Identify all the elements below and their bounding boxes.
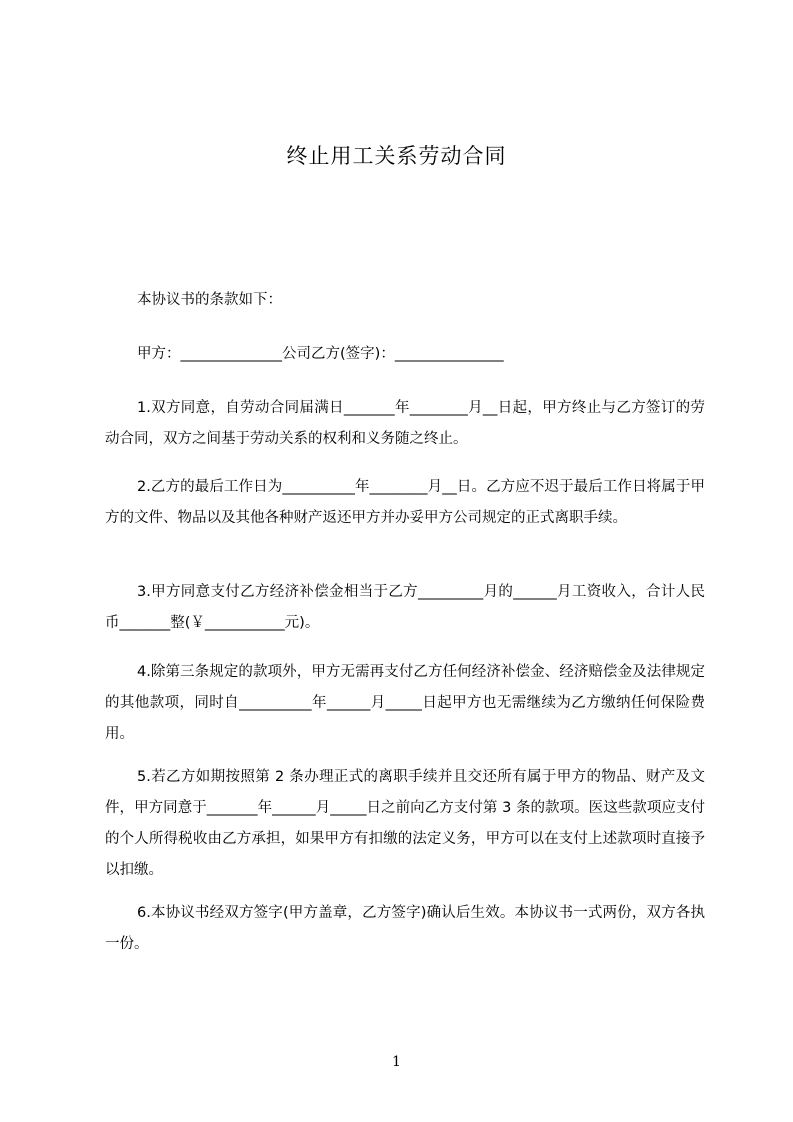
page-number: 1 xyxy=(392,1054,401,1070)
clause-1: 1.双方同意，自劳动合同届满日_______年________月__日起，甲方终止与乙方签订的劳动合同，双方之间基于劳动关系的权利和义务随之终止。 xyxy=(105,400,705,447)
clause-3: 3.甲方同意支付乙方经济补偿金相当于乙方_________月的______月工资收入，合计人民币_______整(￥___________元)。 xyxy=(105,584,705,631)
page-title: 终止用工关系劳动合同 xyxy=(286,144,507,168)
clause-5: 5.若乙方如期按照第 2 条办理正式的离职手续并且交还所有属于甲方的物品、财产及文件，甲方同意于_______年______月_____日之前向乙方支付第 3 条的款项。医这些款项应支付的个人所得税收由乙方承担，如果甲方有扣缴的法定义务，甲方可以在支付上述款项时直接予以扣缴。 xyxy=(105,769,705,878)
clause-6: 6.本协议书经双方签字(甲方盖章，乙方签字)确认后生效。本协议书一式两份，双方各执一份。 xyxy=(105,905,705,952)
parties-line: 甲方：______________公司乙方(签字)：_______________ xyxy=(137,346,504,362)
clause-4: 4.除第三条规定的款项外，甲方无需再支付乙方任何经济补偿金、经济赔偿金及法律规定的其他款项，同时自__________年______月_____日起甲方也无需继续为乙方缴纳任何保险费用。 xyxy=(105,664,705,742)
clause-2: 2.乙方的最后工作日为__________年________月__日。乙方应不迟于最后工作日将属于甲方的文件、物品以及其他各种财产返还甲方并办妥甲方公司规定的正式离职手续。 xyxy=(105,479,705,526)
intro-paragraph: 本协议书的条款如下： xyxy=(137,292,282,308)
